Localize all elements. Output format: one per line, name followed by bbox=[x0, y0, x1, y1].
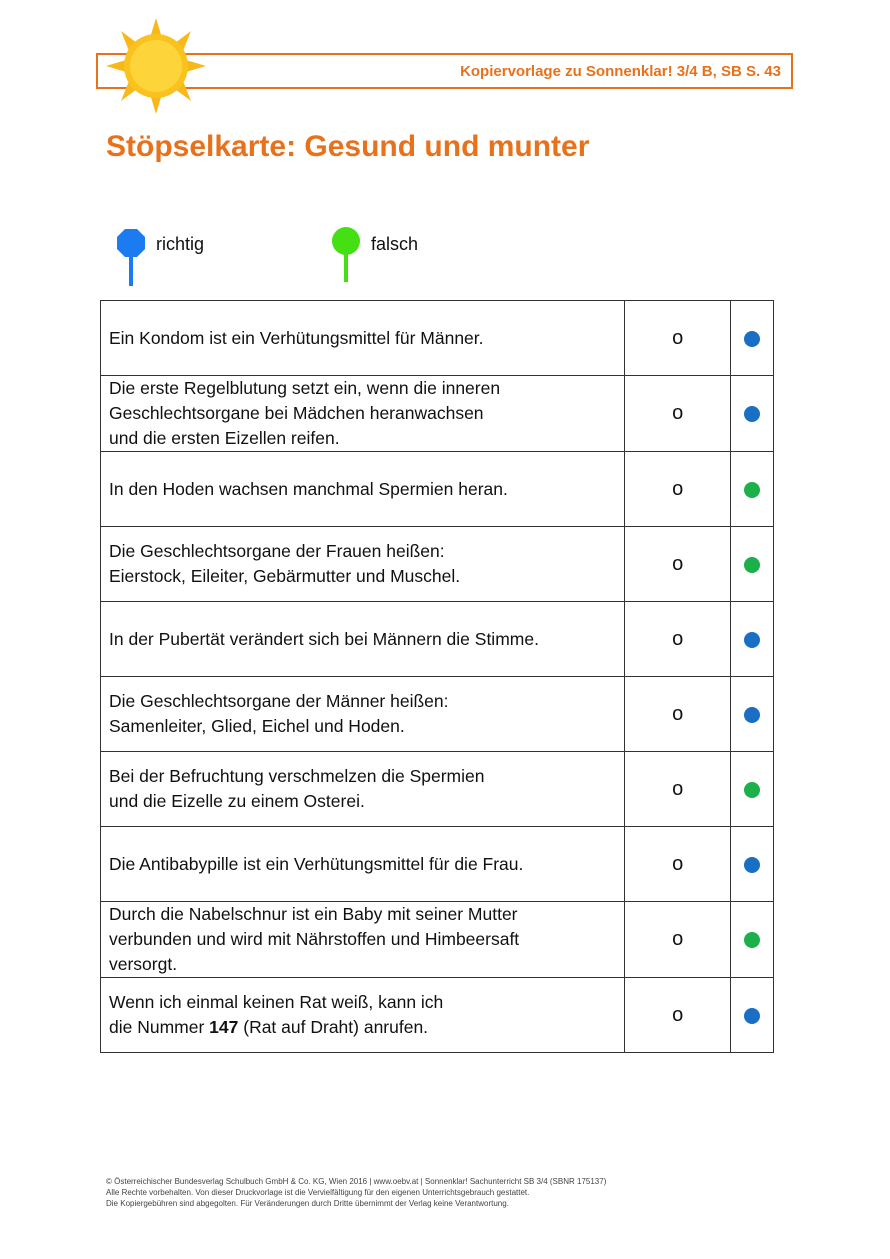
answer-dot-cell bbox=[731, 527, 774, 602]
answer-dot-cell bbox=[731, 827, 774, 902]
statement-line: Ein Kondom ist ein Verhütungsmittel für Männer. bbox=[109, 327, 484, 348]
answer-dot-cell bbox=[731, 602, 774, 677]
statement-cell bbox=[101, 527, 625, 602]
answer-hole: o bbox=[625, 376, 731, 452]
blue-dot-icon bbox=[744, 632, 760, 648]
statement-line: versorgt. bbox=[109, 954, 178, 974]
answer-dot-cell bbox=[731, 376, 774, 452]
quiz-table bbox=[100, 300, 774, 1053]
statement-line: Wenn ich einmal keinen Rat weiß, kann ich bbox=[109, 992, 444, 1012]
statement-line: In den Hoden wachsen manchmal Spermien heran. bbox=[109, 478, 508, 499]
blue-dot-icon bbox=[744, 406, 760, 422]
footer bbox=[106, 1176, 606, 1209]
statement-line: Die Geschlechtsorgane der Frauen heißen: bbox=[109, 541, 445, 561]
blue-dot-icon bbox=[744, 857, 760, 873]
table-row bbox=[101, 978, 774, 1053]
statement-cell bbox=[101, 978, 625, 1053]
page-title: Stöpselkarte: Gesund und munter bbox=[106, 130, 590, 163]
footer-line: © Österreichischer Bundesverlag Schulbuch GmbH & Co. KG, Wien 2016 | www.oebv.at | Sonnenklar! Sachunterricht SB 3/4 (SBNR 175137) bbox=[106, 1177, 607, 1186]
answer-dot-cell bbox=[731, 752, 774, 827]
blue-pin-icon bbox=[116, 226, 148, 288]
statement-line: verbunden und wird mit Nährstoffen und Himbeersaft bbox=[109, 929, 520, 949]
statement-cell bbox=[101, 677, 625, 752]
statement-line: Durch die Nabelschnur ist ein Baby mit seiner Mutter bbox=[109, 904, 518, 924]
table-row bbox=[101, 752, 774, 827]
answer-hole: o bbox=[625, 677, 731, 752]
statement-cell bbox=[101, 827, 625, 902]
green-dot-icon bbox=[744, 782, 760, 798]
statement-line: Die Geschlechtsorgane der Männer heißen: bbox=[109, 691, 449, 711]
blue-dot-icon bbox=[744, 331, 760, 347]
table-row bbox=[101, 527, 774, 602]
answer-dot-cell bbox=[731, 301, 774, 376]
answer-dot-cell bbox=[731, 978, 774, 1053]
answer-hole: o bbox=[625, 978, 731, 1053]
statement-line: In der Pubertät verändert sich bei Männern die Stimme. bbox=[109, 628, 539, 649]
green-dot-icon bbox=[744, 482, 760, 498]
statement-line: Die Antibabypille ist ein Verhütungsmittel für die Frau. bbox=[109, 853, 524, 874]
statement-line: Die erste Regelblutung setzt ein, wenn die inneren bbox=[109, 378, 501, 398]
statement-cell bbox=[101, 902, 625, 978]
blue-dot-icon bbox=[744, 1008, 760, 1024]
footer-line: Die Kopiergebühren sind abgegolten. Für Veränderungen durch Dritte übernimmt der Verlag keine Verantwortung. bbox=[106, 1199, 509, 1208]
answer-hole: o bbox=[625, 602, 731, 677]
answer-hole: o bbox=[625, 452, 731, 527]
statement-text: die Nummer bbox=[109, 1017, 210, 1037]
answer-dot-cell bbox=[731, 902, 774, 978]
legend-label-falsch: falsch bbox=[371, 234, 419, 254]
statement-cell bbox=[101, 602, 625, 677]
legend-label-richtig: richtig bbox=[156, 234, 205, 254]
sun-icon bbox=[104, 16, 208, 116]
statement-cell bbox=[101, 752, 625, 827]
green-dot-icon bbox=[744, 932, 760, 948]
answer-hole: o bbox=[625, 902, 731, 978]
statement-line: Geschlechtsorgane bei Mädchen heranwachsen bbox=[109, 403, 484, 423]
table-row bbox=[101, 376, 774, 452]
statement-cell bbox=[101, 452, 625, 527]
green-pin-icon bbox=[331, 226, 363, 288]
statement-line: Eierstock, Eileiter, Gebärmutter und Muschel. bbox=[109, 566, 461, 586]
statement-text: (Rat auf Draht) anrufen. bbox=[238, 1017, 429, 1037]
table-row bbox=[101, 902, 774, 978]
answer-dot-cell bbox=[731, 677, 774, 752]
answer-hole: o bbox=[625, 827, 731, 902]
statement-cell bbox=[101, 301, 625, 376]
answer-hole: o bbox=[625, 752, 731, 827]
table-row bbox=[101, 677, 774, 752]
table-row bbox=[101, 301, 774, 376]
table-row bbox=[101, 602, 774, 677]
statement-line: Samenleiter, Glied, Eichel und Hoden. bbox=[109, 716, 405, 736]
footer-line: Alle Rechte vorbehalten. Von dieser Druckvorlage ist die Vervielfältigung für den eigenen Unterrichtsgebrauch gestattet. bbox=[106, 1188, 530, 1197]
statement-line: Bei der Befruchtung verschmelzen die Spermien bbox=[109, 766, 485, 786]
statement-line: und die ersten Eizellen reifen. bbox=[109, 428, 340, 448]
blue-dot-icon bbox=[744, 707, 760, 723]
statement-cell bbox=[101, 376, 625, 452]
statement-line bbox=[109, 1015, 616, 1040]
answer-dot-cell bbox=[731, 452, 774, 527]
green-dot-icon bbox=[744, 557, 760, 573]
answer-hole: o bbox=[625, 301, 731, 376]
table-row bbox=[101, 452, 774, 527]
table-row bbox=[101, 827, 774, 902]
statement-line: und die Eizelle zu einem Osterei. bbox=[109, 791, 365, 811]
phone-number: 147 bbox=[209, 1017, 239, 1037]
header-reference: Kopiervorlage zu Sonnenklar! 3/4 B, SB S. 43 bbox=[460, 63, 781, 80]
answer-hole: o bbox=[625, 527, 731, 602]
